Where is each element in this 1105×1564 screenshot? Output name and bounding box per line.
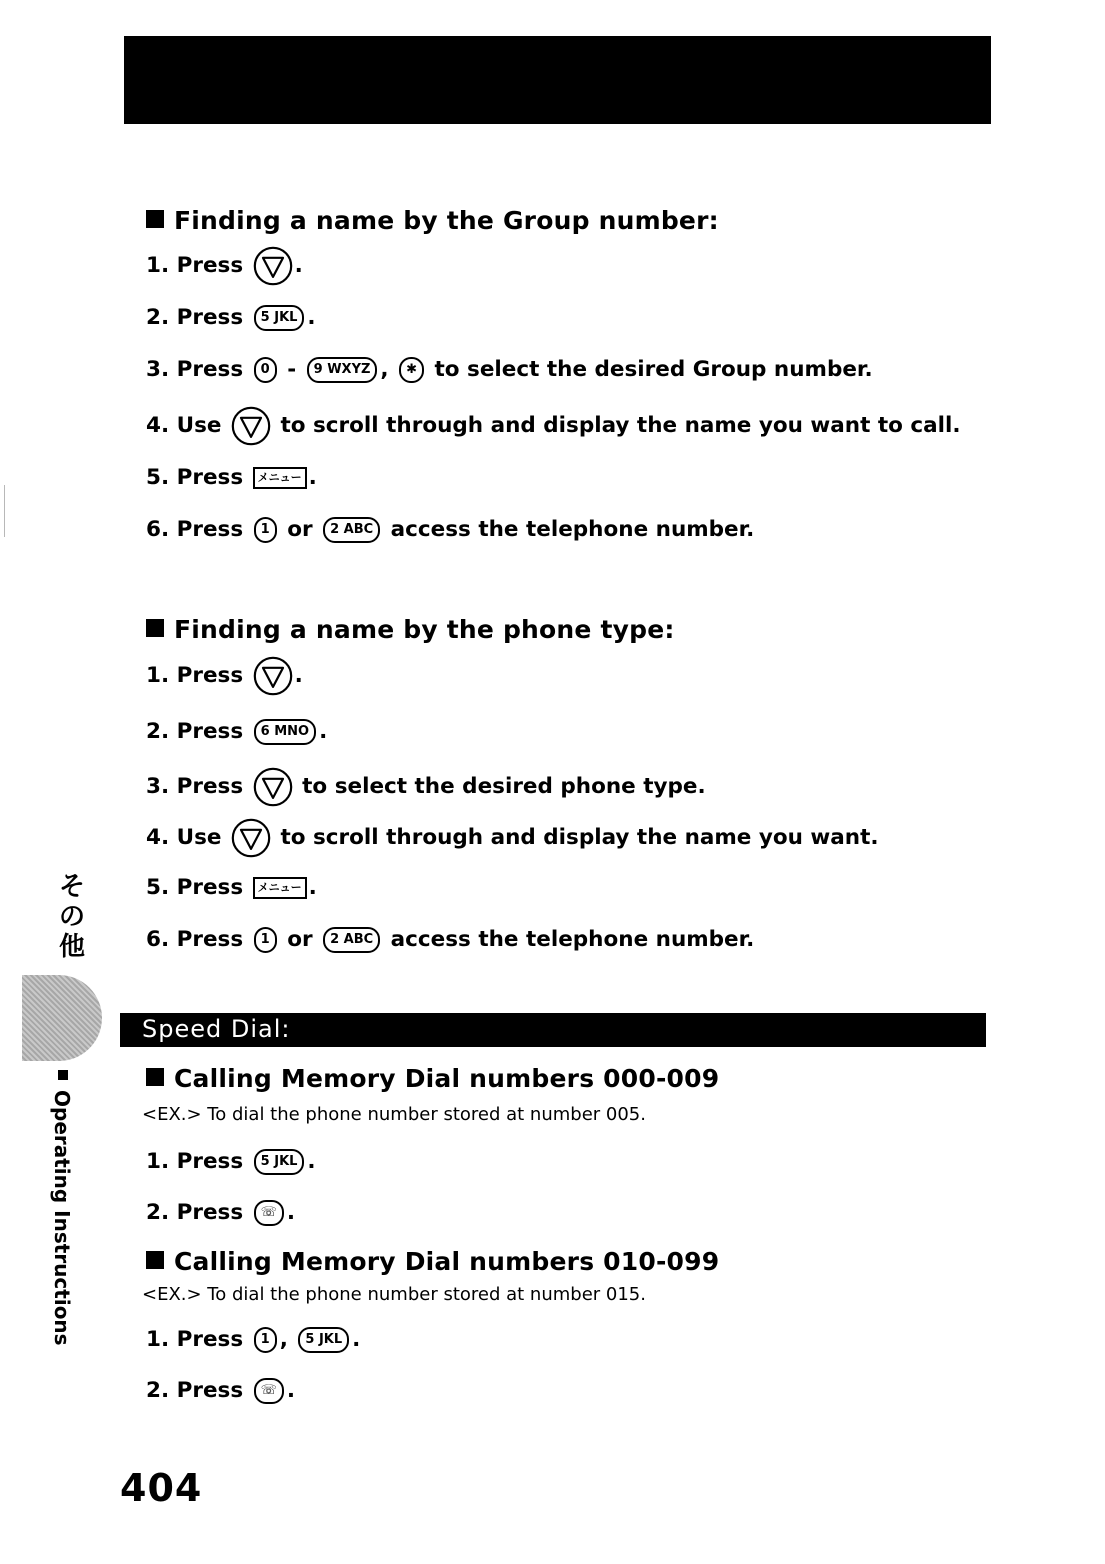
speed-dial-title: Speed Dial: [142,1015,291,1043]
type-step-3: 3. Press to select the desired phone type. [146,767,706,807]
navigation-key-icon [253,656,293,696]
type-step-2: 2. Press 6 MNO . [146,719,328,744]
memory-a-step-2: 2. Press ☏ . [146,1200,296,1225]
navigation-key-icon [231,406,271,446]
type-step-1: 1. Press . [146,656,303,696]
call-key-icon: ☏ [254,1378,284,1404]
group-step-5: 5. Press メニュー . [146,465,317,490]
type-step-6: 6. Press 1 or 2 ABC access the telephone number. [146,927,755,952]
side-tab-marker [22,975,102,1061]
type-step-4: 4. Use to scroll through and display the name you want. [146,818,879,858]
menu-key-icon: メニュー [253,877,307,899]
group-step-3: 3. Press 0 - 9 WXYZ , ✱ to select the desired Group number. [146,357,873,382]
navigation-key-icon [253,246,293,286]
heading-bullet-icon [146,619,164,637]
key-1-icon: 1 [254,1327,277,1353]
key-2-icon: 2 ABC [323,927,380,953]
memory-b-step-1: 1. Press 1 , 5 JKL . [146,1327,361,1352]
key-6-icon: 6 MNO [254,719,316,745]
memory-000-009-heading: Calling Memory Dial numbers 000-009 [146,1064,719,1093]
key-star-icon: ✱ [399,357,424,383]
memory-010-099-example: <EX.> To dial the phone number stored at number 015. [142,1284,646,1305]
group-section-heading: Finding a name by the Group number: [146,206,719,235]
key-5-icon: 5 JKL [298,1327,349,1353]
key-2-icon: 2 ABC [323,517,380,543]
key-5-icon: 5 JKL [254,1149,305,1175]
key-1-icon: 1 [254,517,277,543]
memory-b-step-2: 2. Press ☏ . [146,1378,296,1403]
key-1-icon: 1 [254,927,277,953]
group-step-6: 6. Press 1 or 2 ABC access the telephone number. [146,517,755,542]
key-5-icon: 5 JKL [254,305,305,331]
heading-bullet-icon [146,210,164,228]
memory-010-099-heading: Calling Memory Dial numbers 010-099 [146,1247,719,1276]
side-section-label: Operating Instructions [48,1070,78,1370]
key-0-icon: 0 [254,357,277,383]
memory-a-step-1: 1. Press 5 JKL . [146,1149,316,1174]
navigation-key-icon [253,767,293,807]
navigation-key-icon [231,818,271,858]
side-bullet-icon [58,1070,68,1080]
speed-dial-bar [120,1013,986,1047]
type-step-5: 5. Press メニュー . [146,875,317,900]
group-step-2: 2. Press 5 JKL . [146,305,316,330]
page-margin-line [4,485,5,537]
key-9-icon: 9 WXYZ [307,357,378,383]
heading-bullet-icon [146,1251,164,1269]
call-key-icon: ☏ [254,1200,284,1226]
group-step-4: 4. Use to scroll through and display the name you want to call. [146,406,961,446]
side-japanese-label: そ の 他 [58,872,85,962]
page-number: 404 [120,1466,203,1510]
type-section-heading: Finding a name by the phone type: [146,615,675,644]
header-bar [124,36,991,124]
memory-000-009-example: <EX.> To dial the phone number stored at number 005. [142,1104,646,1125]
group-step-1: 1. Press . [146,246,303,286]
heading-bullet-icon [146,1068,164,1086]
menu-key-icon: メニュー [253,467,307,489]
